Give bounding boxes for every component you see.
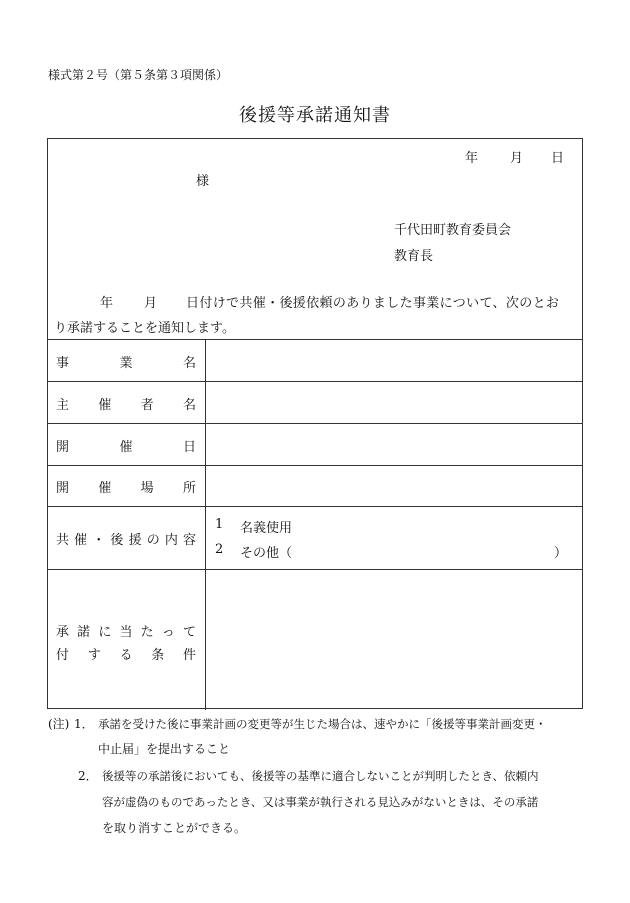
option-1-number: 1 <box>215 517 224 532</box>
date-month-label: 月 <box>510 151 524 166</box>
notice-form <box>47 138 583 709</box>
label-event-name: 事 業 名 <box>56 356 196 371</box>
label-event-date: 開 催 日 <box>56 440 196 455</box>
note-2-line3: を取り消すことができる。 <box>102 821 247 835</box>
issuer-organization: 千代田町教育委員会 <box>394 223 512 238</box>
addressee-suffix: 様 <box>196 174 210 189</box>
label-conditions-line2: 付 す る 条 件 <box>56 648 196 663</box>
row-divider <box>48 506 582 507</box>
label-event-venue: 開 催 場 所 <box>56 481 196 496</box>
label-support-content: 共 催 ・ 後 援 の 内 容 <box>56 533 196 548</box>
issuer-position: 教育長 <box>394 249 434 264</box>
option-1-text: 名義使用 <box>240 521 293 536</box>
body-month: 月 <box>144 296 158 311</box>
value-event-name[interactable] <box>206 340 582 381</box>
date-day-label: 日 <box>551 151 565 166</box>
note-1-line2: 中止届」を提出すること <box>98 742 231 756</box>
note-2-line2: 容が虚偽のものであったとき、又は事業が執行される見込みがないときは、その承諾 <box>102 795 539 809</box>
note-1-line1: 承諾を受けた後に事業計画の変更等が生じた場合は、速やかに「後援等事業計画変更・ <box>98 717 547 731</box>
value-organizer-name[interactable] <box>206 382 582 423</box>
notes-prefix: (注) <box>48 717 70 731</box>
value-conditions[interactable] <box>206 570 582 708</box>
value-event-venue[interactable] <box>206 466 582 506</box>
option-2-close: ） <box>554 546 568 561</box>
body-line2: り承諾することを通知します。 <box>54 321 235 336</box>
label-organizer-name: 主 催 者 名 <box>56 398 196 413</box>
body-line1: 日付けで共催・後援依頼のありました事業について、次のとお <box>186 296 560 311</box>
label-conditions-line1: 承 諾 に 当 た っ て <box>56 625 196 640</box>
form-number: 様式第２号（第５条第３項関係） <box>48 68 229 82</box>
note-2-line1: 後援等の承諾後においても、後援等の基準に適合しないことが判明したとき、依頼内 <box>102 769 539 783</box>
note-1-number: 1． <box>74 717 94 731</box>
page-title: 後援等承諾通知書 <box>239 105 391 126</box>
body-year: 年 <box>100 296 114 311</box>
note-2-number: 2． <box>78 769 98 783</box>
option-2-number: 2 <box>215 542 224 557</box>
option-2-text: その他（ <box>240 546 293 561</box>
date-year-label: 年 <box>465 151 479 166</box>
value-event-date[interactable] <box>206 424 582 465</box>
